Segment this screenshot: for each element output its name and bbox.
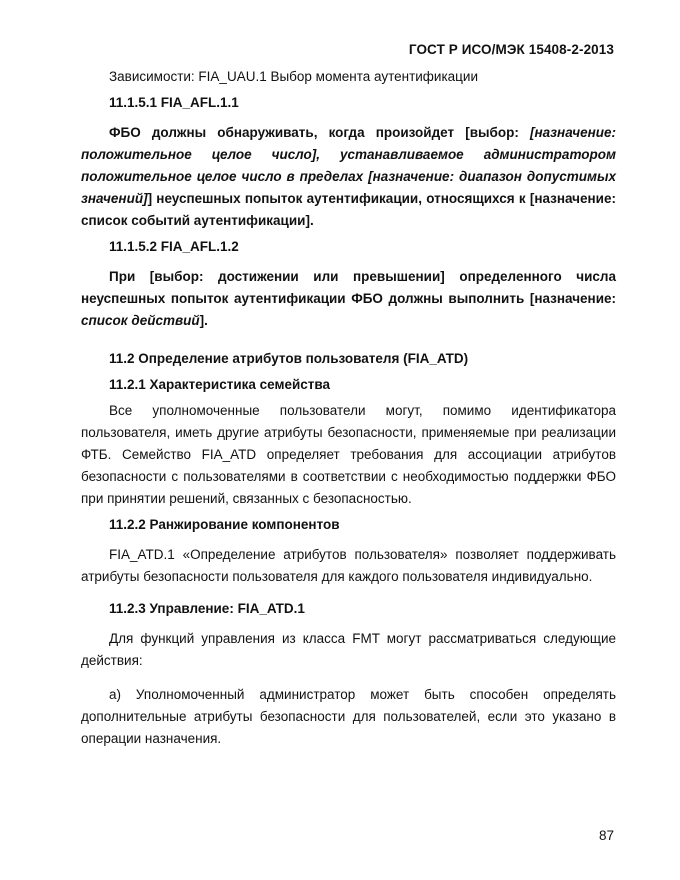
paragraph-management: Для функций управления из класса FMT могут рассматриваться следующие действия: (81, 631, 616, 668)
heading-management: 11.2.3 Управление: FIA_ATD.1 (109, 601, 305, 616)
document-header: ГОСТ Р ИСО/МЭК 15408-2-2013 (408, 42, 614, 57)
heading-family-behaviour: 11.2.1 Характеристика семейства (109, 377, 331, 392)
heading-fia-afl-1-1: 11.1.5.1 FIA_AFL.1.1 (109, 95, 239, 110)
requirement-fia-afl-1-2: При [выбор: достижении или превышении] определенного числа неуспешных попыток аутентификации ФБО должны выполнить [назначение: список действий]. (81, 269, 616, 328)
paragraph-family-behaviour: Все уполномоченные пользователи могут, помимо идентификатора пользователя, иметь другие атрибуты безопасности, применяемые при реализации ФТБ. Семейство FIA_ATD определяет требования для ассоциации атрибутов безопасности с пользователями в соответствии с необходимостью поддержки ФБО при принятии решений, связанных с безопасностью. (81, 403, 616, 506)
paragraph-component-levelling: FIA_ATD.1 «Определение атрибутов пользователя» позволяет поддерживать атрибуты безопасности пользователя для каждого пользователя индивидуально. (81, 547, 616, 584)
page-number: 87 (598, 828, 614, 843)
heading-fia-afl-1-2: 11.1.5.2 FIA_AFL.1.2 (109, 239, 239, 254)
requirement-fia-afl-1-1: ФБО должны обнаруживать, когда произойдет [выбор: [назначение: положительное целое число], устанавливаемое администратором положительное целое число в пределах [назначение: диапазон допустимых значений]] неуспешных попыток аутентификации, относящихся к [назначение: список событий аутентификации]. (81, 125, 616, 228)
dependencies-line: Зависимости: FIA_UAU.1 Выбор момента аутентификации (109, 69, 478, 84)
list-item-a: а) Уполномоченный администратор может быть способен определять дополнительные атрибуты безопасности для пользователей, если это указано в операции назначения. (81, 687, 616, 746)
heading-fia-atd: 11.2 Определение атрибутов пользователя (FIA_ATD) (109, 351, 469, 366)
page-content (81, 66, 616, 750)
heading-component-levelling: 11.2.2 Ранжирование компонентов (109, 517, 340, 532)
